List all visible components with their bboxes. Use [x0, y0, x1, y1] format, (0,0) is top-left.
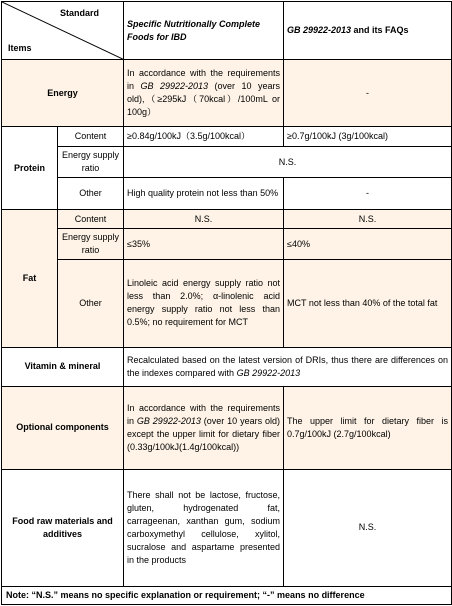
header-corner-cell [2, 2, 124, 60]
protein-content-gb: ≥0.7g/100kJ (3g/100kcal) [284, 127, 452, 146]
fat-other-ibd: Linoleic acid energy supply ratio not less than 2.0%; α-linolenic acid energy supply ratio not less than 0.5%; no requirement for MCT [124, 260, 284, 348]
vitamin-v-a: Recalculated based on the latest version of DRIs, thus there are differences on the indexes compared with [127, 354, 448, 378]
energy-ibd-value [124, 60, 284, 127]
protein-content-ibd: ≥0.84g/100kJ（3.5g/100kcal） [124, 127, 284, 146]
fat-energy-gb: ≤40% [284, 229, 452, 260]
header-col-gb [284, 2, 452, 60]
fat-label: Fat [2, 210, 58, 348]
fat-other-label: Other [58, 260, 124, 348]
raw-label: Food raw materials and additives [2, 470, 124, 586]
optional-label: Optional components [2, 386, 124, 470]
raw-row [2, 470, 452, 586]
protein-other-ibd: High quality protein not less than 50% [124, 178, 284, 210]
optional-v1-b: (over 10 years old) except the upper limit for dietary fiber (0.33g/100kJ(1.4g/100kcal)) [127, 415, 280, 452]
vitamin-v-code: GB 29922-2013 [236, 367, 301, 378]
protein-content-row [2, 127, 452, 146]
comparison-table [1, 1, 452, 605]
fat-content-row [2, 210, 452, 229]
header-standard-label: Standard [59, 8, 99, 18]
header-items-label: Items [8, 43, 32, 54]
fat-content-label: Content [58, 210, 124, 229]
vitamin-value [124, 347, 452, 386]
energy-v1-code: GB 29922-2013 [140, 81, 209, 92]
energy-v1-b: (over 10 years old),（≥295kJ（70kcal）/100mL or 100g） [127, 81, 280, 118]
energy-gb-value: - [284, 60, 452, 127]
fat-content-ibd: N.S. [124, 210, 284, 229]
energy-row [2, 60, 452, 127]
vitamin-label: Vitamin & mineral [2, 347, 124, 386]
fat-other-gb: MCT not less than 40% of the total fat [284, 260, 452, 348]
vitamin-row [2, 347, 452, 386]
protein-other-gb: - [284, 178, 452, 210]
header-gb-code: GB 29922-2013 [287, 25, 352, 36]
optional-v1-code: GB 29922-2013 [136, 415, 201, 426]
optional-ibd-value [124, 386, 284, 470]
fat-energy-ibd: ≤35% [124, 229, 284, 260]
protein-content-label: Content [58, 127, 124, 146]
protein-energy-label: Energy supply ratio [58, 146, 124, 178]
header-gb-rest: and its FAQs [351, 25, 409, 36]
protein-energy-row [2, 146, 452, 178]
fat-energy-label: Energy supply ratio [58, 229, 124, 260]
fat-content-gb: N.S. [284, 210, 452, 229]
table-note: Note: “N.S.” means no specific explanation or requirement; “-” means no difference [2, 586, 452, 604]
raw-gb-value: N.S. [284, 470, 452, 586]
header-col-ibd: Specific Nutritionally Complete Foods for IBD [124, 2, 284, 60]
raw-ibd-value: There shall not be lactose, fructose, gluten, hydrogenated fat, carrageenan, xanthan gum, sodium carboxymethyl cellulose, xylitol, sucralose and aspartame presented in the products [124, 470, 284, 586]
note-row [2, 586, 452, 604]
protein-other-row [2, 178, 452, 210]
header-row [2, 2, 452, 60]
protein-other-label: Other [58, 178, 124, 210]
optional-row [2, 386, 452, 470]
optional-gb-value: The upper limit for dietary fiber is 0.7g/100kJ (2.7g/100kcal) [284, 386, 452, 470]
protein-label: Protein [2, 127, 58, 210]
energy-v1-a: In accordance with the requirements in [127, 68, 280, 92]
optional-v1-a: In accordance with the requirements in [127, 402, 280, 426]
fat-other-row [2, 260, 452, 348]
protein-energy-value: N.S. [124, 146, 452, 178]
energy-label: Energy [2, 60, 124, 127]
fat-energy-row [2, 229, 452, 260]
